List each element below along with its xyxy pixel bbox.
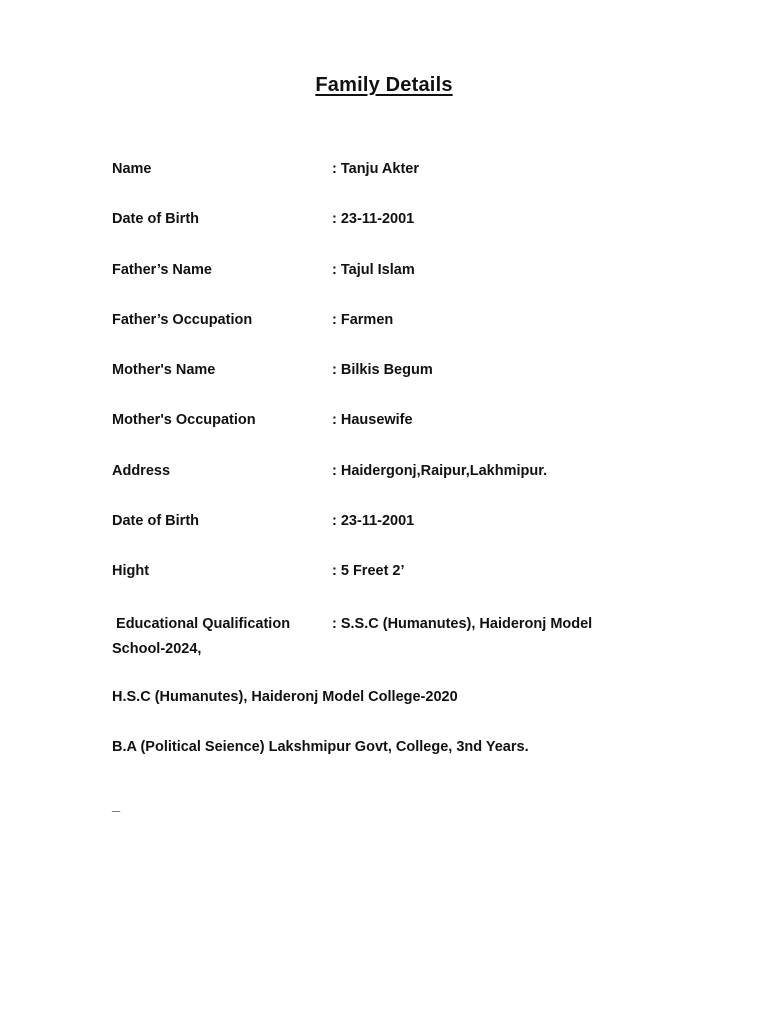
education-ba-line: B.A (Political Seience) Lakshmipur Govt, College, 3nd Years. xyxy=(112,738,529,755)
field-row-mothers-occupation xyxy=(112,410,672,460)
field-row-fathers-name xyxy=(112,260,672,310)
education-block xyxy=(112,612,672,662)
field-value: : 5 Freet 2’ xyxy=(332,563,405,580)
field-label: Mother's Name xyxy=(112,362,216,379)
field-value: : S.S.C (Humanutes), Haideronj Model xyxy=(332,615,593,632)
field-label: Hight xyxy=(112,563,150,580)
field-label: Father’s Name xyxy=(112,261,212,278)
field-value: : Haidergonj,Raipur,Lakhmipur. xyxy=(332,462,548,479)
field-row-address xyxy=(112,461,672,511)
field-value: : 23-11-2001 xyxy=(332,211,415,228)
field-row-mothers-name xyxy=(112,360,672,410)
field-value: : Farmen xyxy=(332,311,394,328)
field-value: : Tanju Akter xyxy=(332,161,420,177)
field-row-fathers-occupation xyxy=(112,310,672,360)
field-value: : Hausewife xyxy=(332,412,413,429)
field-value: : Tajul Islam xyxy=(332,261,415,278)
field-row-date-of-birth-2 xyxy=(112,511,672,561)
field-value: : 23-11-2001 xyxy=(332,513,415,530)
field-row-height xyxy=(112,561,672,611)
page-title: Family Details xyxy=(315,74,453,96)
field-label: Name xyxy=(112,161,152,177)
trailing-mark: _ xyxy=(112,798,121,814)
field-row-date-of-birth xyxy=(112,209,672,259)
education-hsc-line: H.S.C (Humanutes), Haideronj Model College-2020 xyxy=(112,688,458,705)
field-label: Address xyxy=(112,462,171,479)
field-row-education xyxy=(112,612,672,637)
field-label: Mother's Occupation xyxy=(112,412,256,429)
field-value: : Bilkis Begum xyxy=(332,362,433,379)
field-label: Date of Birth xyxy=(112,211,199,228)
field-label: Date of Birth xyxy=(112,513,199,530)
field-label: Father’s Occupation xyxy=(112,311,253,328)
field-row-name xyxy=(112,159,672,209)
education-continuation: School-2024, xyxy=(112,640,202,657)
field-label: Educational Qualification xyxy=(112,615,291,632)
family-details-list xyxy=(112,159,672,757)
